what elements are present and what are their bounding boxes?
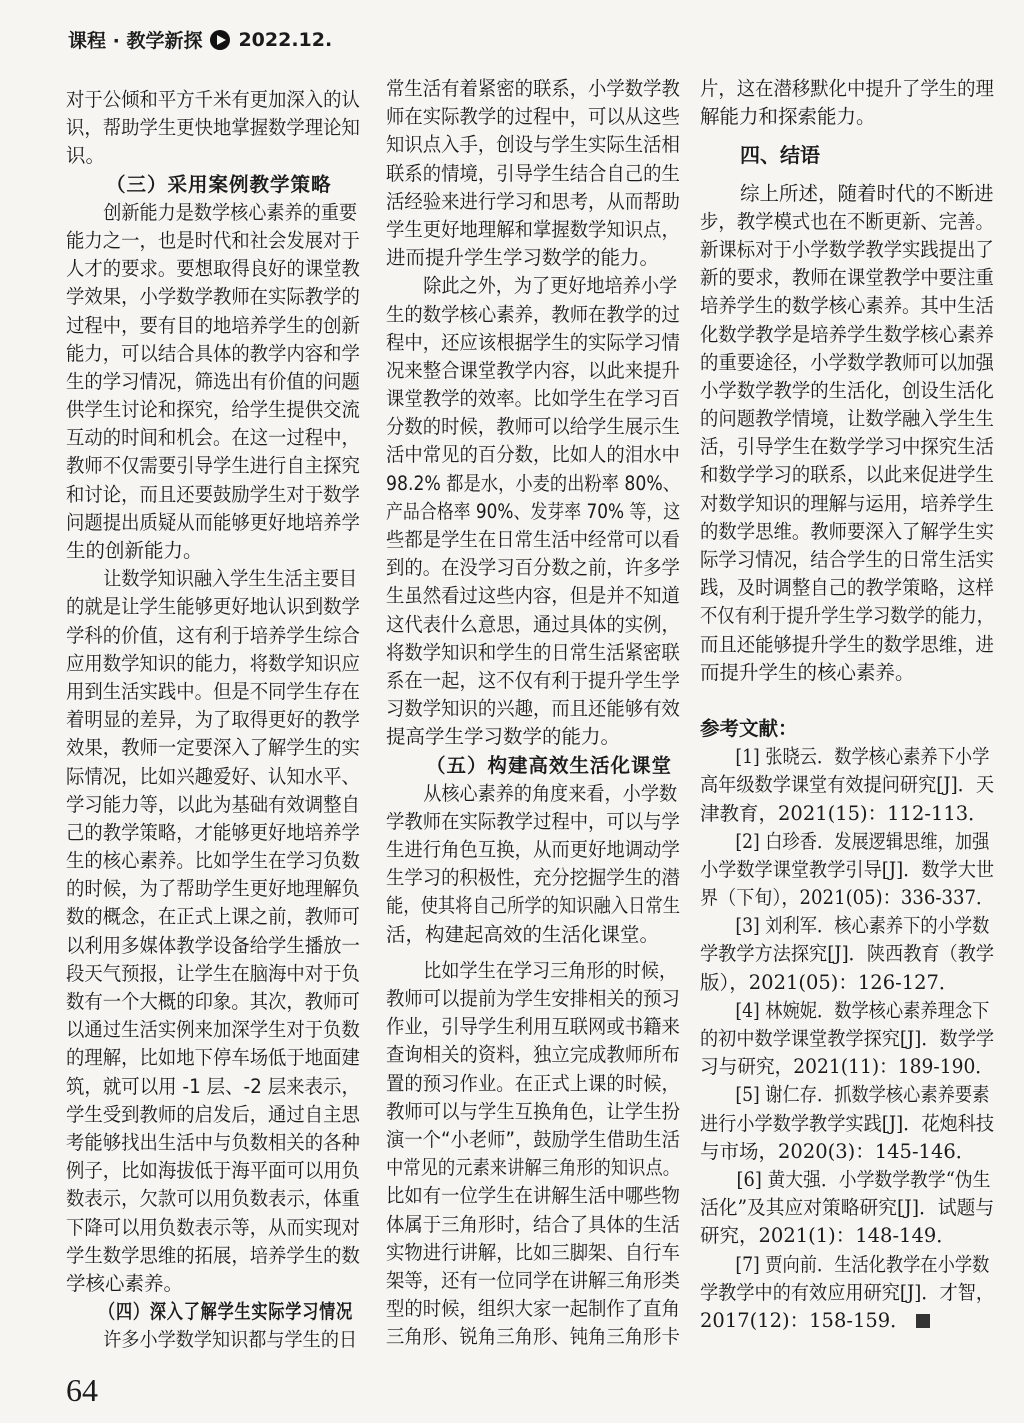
line-text: 对于公倾和平方千米有更加深入的认: [66, 88, 360, 111]
line-text: 界（下旬），2021(05)：336-337．: [700, 886, 995, 910]
line-text: 课堂教学的效率。比如学生在学习百: [386, 387, 680, 411]
line-text: 学核心素养。: [66, 1271, 184, 1295]
line-text: 践，及时调整自己的教学策略，这样: [700, 576, 994, 600]
text-line: [700, 264, 994, 292]
text-line: [66, 988, 360, 1016]
text-line: [66, 819, 360, 847]
line-text: 新课标对于小学数学教学实践提出了: [700, 237, 994, 261]
text-line: [700, 433, 994, 461]
line-text: 知识点入手，创设与学生实际生活相: [386, 133, 680, 157]
line-text: 生的学习情况，筛选出有价值的问题: [66, 369, 360, 393]
line-text: 以利用多媒体教学设备给学生播放一: [66, 933, 360, 957]
text-line: [386, 526, 680, 554]
text-line: [386, 1126, 680, 1154]
text-line: [386, 723, 680, 751]
line-text: 参考文献：: [700, 716, 798, 740]
line-text: 系在一起，这不仅有利于提升学生学: [386, 668, 680, 692]
line-text: 考能够找出生活中与负数相关的各种: [66, 1130, 360, 1154]
line-text: 中常见的元素来讲解三角形的知识点。: [386, 1156, 681, 1180]
text-line: [66, 706, 360, 734]
text-line: [66, 1016, 360, 1044]
reference-line: [700, 1194, 995, 1222]
line-text: [3] 刘利军．核心素养下的小学数: [735, 914, 990, 938]
line-text: 效果，教师一定要深入了解学生的实: [66, 736, 360, 760]
reference-line: [700, 1307, 994, 1335]
line-text: （三）采用案例教学策略: [106, 172, 332, 196]
reference-line: [700, 1222, 994, 1250]
line-text: 教师可以提前为学生安排相关的预习: [386, 987, 680, 1010]
line-text: 师在实际教学的过程中，可以从这些: [386, 105, 680, 129]
text-line: [386, 103, 680, 131]
line-text: 以通过生活实例来加深学生对于负数: [66, 1018, 360, 1042]
line-text: 用到生活实践中。但是不同学生存在: [66, 679, 360, 703]
line-text: 学生更好地理解和掌握数学知识点，: [386, 217, 680, 241]
line-text: 小学数学教学的生活化，创设生活化: [700, 378, 994, 402]
line-text: 比如学生在学习三角形的时候，: [423, 958, 678, 982]
line-text: 活化”及其应对策略研究[J]．试题与: [700, 1196, 995, 1220]
line-text: 活经验来进行学习和思考，从而帮助: [386, 189, 680, 213]
text-line: [66, 847, 360, 875]
line-text: 的理解，比如地下停车场低于地面建: [66, 1046, 360, 1070]
text-line: [386, 957, 678, 985]
references-heading: [700, 715, 994, 743]
text-line: [386, 413, 680, 441]
reference-line: [700, 997, 990, 1025]
line-text: 学效果，小学数学教师在实际教学的: [66, 285, 360, 309]
line-text: 四、结语: [740, 143, 820, 168]
text-line: [386, 1013, 680, 1041]
line-text: 联系的情境，引导学生结合自己的生: [386, 161, 680, 185]
line-text: 教师不仅需要引导学生进行自主探究: [66, 454, 360, 478]
text-line: [386, 808, 680, 836]
text-line: [66, 424, 360, 452]
line-text: 查询相关的资料，独立完成教师所布: [386, 1043, 680, 1067]
line-text: 生的数学核心素养，教师在教学的过: [386, 302, 680, 326]
column-left: [66, 86, 360, 1354]
line-text: 和数学学习的联系，以此来促进学生: [700, 463, 994, 487]
line-text: 演一个“小老师”，鼓励学生借助生活: [386, 1127, 680, 1151]
text-line: [66, 340, 360, 368]
text-line: [386, 329, 680, 357]
text-line: [66, 903, 360, 931]
line-text: 体属于三角形时，结合了具体的生活: [386, 1212, 680, 1236]
line-text: 将数学知识和学生的日常生活紧密联: [386, 640, 680, 664]
line-text: 生的创新能力。: [66, 539, 203, 562]
text-line: [700, 405, 994, 433]
line-text: 过程中，要有目的地培养学生的创新: [66, 313, 360, 337]
line-text: 学科的价值，这有利于培养学生综合: [66, 623, 360, 647]
line-text: 学生受到教师的启发后，通过自主思: [66, 1102, 360, 1126]
line-text: 学教师在实际教学过程中，可以与学: [386, 809, 680, 833]
line-text: 习与研究，2021(11)：189-190．: [700, 1055, 994, 1079]
line-text: 架等，还有一位同学在讲解三角形类: [386, 1268, 680, 1292]
text-line: [386, 160, 680, 188]
line-text: 学生数学思维的拓展，培养学生的数: [66, 1243, 360, 1267]
line-text: 识。: [66, 144, 106, 168]
line-text: 提高学生学习数学的能力。: [386, 725, 621, 749]
text-line: [386, 1098, 680, 1126]
text-line: [386, 1182, 680, 1210]
text-line: [700, 377, 994, 405]
text-line: [386, 695, 680, 723]
text-line: [386, 441, 680, 469]
text-line: [66, 593, 360, 621]
text-line: [700, 75, 994, 103]
line-text: 况来整合课堂教学内容，以此来提升: [386, 358, 680, 382]
text-line: [386, 892, 681, 920]
line-text: 高年级数学课堂有效提问研究[J]．天: [700, 773, 995, 797]
line-text: 综上所述，随着时代的不断进: [740, 181, 994, 205]
text-line: [66, 1214, 360, 1242]
line-text: （四）深入了解学生实际学习情况: [99, 1300, 354, 1324]
line-text: 的时候，为了帮助学生更好地理解负: [66, 877, 360, 901]
reference-line: [700, 1251, 990, 1279]
text-line: [700, 518, 994, 546]
text-line: [700, 208, 994, 236]
line-text: 进行小学数学教学实践[J]．花炮科技: [700, 1111, 995, 1135]
line-text: 置的预习作业。在正式上课的时候，: [386, 1071, 680, 1095]
reference-line: [700, 1279, 995, 1307]
line-text: 到的。在没学习百分数之前，许多学: [386, 556, 680, 580]
text-line: [66, 1242, 360, 1270]
text-line: [66, 199, 358, 227]
line-text: 步，教学模式也在不断更新、完善。: [700, 209, 994, 233]
text-line: [66, 1129, 360, 1157]
text-line: [386, 470, 680, 498]
text-line: [66, 650, 360, 678]
line-text: 生虽然看过这些内容，但是并不知道: [386, 584, 680, 608]
text-line: [386, 836, 680, 864]
line-text: 的初中数学课堂教学探究[J]．数学学: [700, 1027, 995, 1050]
text-line: [386, 780, 678, 808]
text-line: [66, 396, 360, 424]
reference-line: [700, 1138, 994, 1166]
text-line: [66, 565, 358, 593]
text-line: [386, 985, 680, 1013]
text-line: [386, 75, 680, 103]
reference-line: [700, 912, 990, 940]
text-line: [66, 622, 360, 650]
line-text: [4] 林婉妮．数学核心素养理念下: [735, 998, 990, 1022]
line-text: 应用数学知识的能力，将数学知识应: [66, 651, 360, 675]
line-text: 让数学知识融入学生生活主要目: [103, 567, 358, 591]
line-text: 际学习情况，结合学生的日常生活实: [700, 548, 994, 571]
reference-line: [700, 800, 994, 828]
text-line: [386, 1041, 680, 1069]
line-text: 分数的时候，教师可以给学生展示生: [386, 415, 680, 439]
line-text: 从核心素养的角度来看，小学数: [423, 781, 678, 805]
line-text: 产品合格率 90%、发芽率 70% 等，这: [386, 499, 681, 523]
line-text: 能，使其将自己所学的知识融入日常生: [386, 894, 681, 918]
page-number: 64: [66, 1372, 98, 1408]
line-text: 活中常见的百分数，比如人的泪水中: [386, 443, 680, 467]
line-text: 新的要求，教师在课堂教学中要注重: [700, 266, 994, 290]
text-line: [386, 216, 680, 244]
line-text: 的就是让学生能够更好地认识到数学: [66, 595, 360, 619]
text-line: [700, 602, 995, 630]
reference-line: [700, 856, 995, 884]
text-line: [386, 498, 681, 526]
text-line: [386, 639, 680, 667]
reference-line: [700, 1166, 991, 1194]
text-line: [386, 1267, 680, 1295]
line-text: 和讨论，而且还要鼓励学生对于数学: [66, 482, 360, 506]
line-text: 生的核心素养。比如学生在学习负数: [66, 849, 360, 873]
text-line: [66, 1044, 360, 1072]
text-line: [66, 255, 360, 283]
text-line: [700, 321, 994, 349]
line-text: 三角形、锐角三角形、钝角三角形卡: [386, 1325, 680, 1349]
text-line: [386, 921, 680, 949]
line-text: 常生活有着紧密的联系，小学数学教: [386, 77, 680, 100]
line-text: [5] 谢仁存．抓数学核心素养要素: [735, 1083, 990, 1107]
text-line: [700, 574, 994, 602]
text-line: [700, 103, 994, 131]
line-text: [7] 贾向前．生活化教学在小学数: [735, 1252, 990, 1276]
line-text: 而提升学生的核心素养。: [700, 660, 915, 684]
line-text: 教师可以与学生互换角色，让学生扮: [386, 1099, 680, 1123]
line-text: 小学数学课堂教学引导[J]．数学大世: [700, 857, 995, 881]
text-line: [700, 180, 994, 208]
text-line: [386, 385, 680, 413]
reference-line: [700, 940, 995, 968]
issue-date: 2022.12.: [238, 28, 333, 51]
text-line: [386, 1211, 680, 1239]
line-text: 的数学思维。教师要深入了解学生实: [700, 519, 994, 543]
line-text: 际情况，比如兴趣爱好、认知水平、: [66, 764, 360, 788]
section-heading: [66, 171, 360, 199]
text-line: [386, 357, 680, 385]
play-circle-icon: [210, 30, 230, 50]
text-line: [66, 875, 360, 903]
line-text: 程中，还应该根据学生的实际学习情: [386, 330, 680, 354]
text-line: [66, 86, 360, 114]
line-text: 学教学中的有效应用研究[J]．才智，: [700, 1280, 995, 1304]
text-line: [386, 611, 680, 639]
line-text: 的问题教学情境，让数学融入学生生: [700, 407, 994, 431]
end-mark-icon: [916, 1314, 930, 1328]
line-text: 数有一个大概的印象。其次，教师可: [66, 990, 360, 1013]
line-text: 除此之外，为了更好地培养小学: [423, 274, 678, 298]
text-line: [66, 932, 360, 960]
line-text: 研究，2021(1)：148-149．: [700, 1224, 956, 1248]
text-line: [66, 678, 360, 706]
line-text: 而且还能够提升学生的数学思维，进: [700, 632, 994, 656]
text-line: [386, 864, 680, 892]
text-line: [386, 1154, 681, 1182]
text-line: [700, 349, 994, 377]
text-line: [700, 546, 994, 574]
text-line: [66, 509, 360, 537]
text-line: [66, 1157, 360, 1185]
line-text: 问题提出质疑从而能够更好地培养学: [66, 510, 360, 534]
line-text: 2017(12)：158-159．: [700, 1308, 910, 1332]
line-text: 段天气预报，让学生在脑海中对于负: [66, 961, 360, 985]
text-line: [386, 582, 680, 610]
text-line: [66, 1073, 360, 1101]
line-text: 津教育，2021(15)：112-113．: [700, 801, 988, 825]
text-line: [66, 763, 360, 791]
text-line: [66, 227, 360, 255]
line-text: 许多小学数学知识都与学生的日: [103, 1328, 358, 1352]
line-text: 这代表什么意思，通过具体的实例，: [386, 612, 680, 636]
line-text: 解能力和探索能力。: [700, 105, 876, 129]
line-text: 筑，就可以用 -1 层、-2 层来表示，: [66, 1074, 360, 1098]
text-line: [700, 490, 994, 518]
line-text: 互动的时间和机会。在这一过程中，: [66, 426, 360, 450]
line-text: [2] 白珍香．发展逻辑思维，加强: [735, 829, 990, 853]
reference-line: [700, 884, 995, 912]
line-text: 识，帮助学生更快地掌握数学理论知: [66, 116, 360, 140]
line-text: 活，引导学生在数学学习中探究生活: [700, 435, 994, 459]
line-text: 的重要途径，小学数学教师可以加强: [700, 350, 994, 374]
text-line: [66, 312, 360, 340]
text-line: [66, 368, 360, 396]
line-text: 创新能力是数学核心素养的重要: [103, 200, 358, 224]
line-text: 学教学方法探究[J]．陕西教育（教学: [700, 942, 995, 966]
line-text: 不仅有利于提升学生学习数学的能力，: [700, 604, 995, 628]
text-line: [386, 131, 680, 159]
text-line: [66, 1326, 358, 1354]
line-text: 些都是学生在日常生活中经常可以看: [386, 528, 680, 551]
text-line: [66, 1185, 360, 1213]
text-line: [700, 461, 994, 489]
line-text: 98.2% 都是水，小麦的出粉率 80%、: [386, 471, 680, 495]
line-text: 例子，比如海拔低于海平面可以用负: [66, 1159, 360, 1183]
line-text: 型的时候，组织大家一起制作了直角: [386, 1297, 680, 1321]
text-line: [700, 631, 994, 659]
line-text: 学习能力等，以此为基础有效调整自: [66, 792, 360, 816]
line-text: 习数学知识的兴趣，而且还能够有效: [386, 697, 680, 721]
text-line: [386, 301, 680, 329]
text-line: [700, 659, 994, 687]
line-text: 生进行角色互换，从而更好地调动学: [386, 838, 680, 862]
line-text: 数的概念，在正式上课之前，教师可: [66, 905, 360, 929]
line-text: （五）构建高效生活化课堂: [426, 753, 673, 777]
line-text: 己的教学策略，才能够更好地培养学: [66, 820, 360, 844]
text-line: [386, 188, 680, 216]
reference-line: [700, 1081, 990, 1109]
text-line: [66, 734, 360, 762]
text-line: [386, 1295, 680, 1323]
text-line: [66, 791, 360, 819]
text-line: [66, 114, 360, 142]
section-heading: [386, 752, 680, 780]
reference-line: [700, 969, 994, 997]
text-line: [386, 244, 680, 272]
line-text: [6] 黄大强．小学数学教学“伪生: [736, 1167, 991, 1191]
journal-section-title: 课程 · 教学新探: [68, 30, 203, 52]
line-text: 能力，可以结合具体的教学内容和学: [66, 341, 360, 365]
text-line: [700, 292, 994, 320]
text-line: [66, 142, 360, 170]
line-text: 化数学教学是培养学生数学核心素养: [700, 322, 994, 346]
text-line: [386, 1239, 680, 1267]
line-text: 实物进行讲解，比如三脚架、自行车: [386, 1240, 680, 1264]
line-text: 能力之一，也是时代和社会发展对于: [66, 228, 360, 252]
line-text: 培养学生的数学核心素养。其中生活: [700, 294, 994, 318]
text-line: [66, 481, 360, 509]
text-line: [386, 1070, 680, 1098]
column-middle: [386, 75, 680, 1351]
line-text: 下降可以用负数表示等，从而实现对: [66, 1215, 360, 1239]
reference-line: [700, 828, 990, 856]
reference-line: [700, 1025, 995, 1053]
line-text: 数表示，欠款可以用负数表示，体重: [66, 1187, 360, 1211]
running-header: [68, 26, 332, 53]
text-line: [66, 1101, 360, 1129]
line-text: [1] 张晓云．数学核心素养下小学: [735, 745, 990, 769]
text-line: [66, 283, 360, 311]
section-heading: [700, 141, 994, 169]
text-line: [386, 667, 680, 695]
text-line: [66, 452, 360, 480]
text-line: [386, 272, 678, 300]
line-text: 生学习的积极性，充分挖掘学生的潜: [386, 866, 680, 890]
line-text: 对数学知识的理解与运用，培养学生: [700, 491, 994, 515]
text-line: [66, 960, 360, 988]
reference-line: [700, 743, 990, 771]
line-text: 比如有一位学生在讲解生活中哪些物: [386, 1184, 680, 1208]
line-text: 与市场，2020(3)：145-146．: [700, 1139, 976, 1163]
line-text: 作业，引导学生利用互联网或书籍来: [386, 1015, 680, 1039]
text-line: [700, 236, 994, 264]
text-line: [386, 554, 680, 582]
text-line: [66, 1270, 360, 1298]
line-text: 进而提升学生学习数学的能力。: [386, 246, 660, 270]
section-heading: [66, 1298, 354, 1326]
column-right: [700, 75, 994, 1335]
line-text: 片，这在潜移默化中提升了学生的理: [700, 77, 994, 100]
line-text: 版），2021(05)：126-127．: [700, 970, 959, 994]
line-text: 着明显的差异，为了取得更好的教学: [66, 708, 360, 732]
text-line: [66, 537, 360, 565]
reference-line: [700, 1110, 995, 1138]
line-text: 人才的要求。要想取得良好的课堂教: [66, 257, 360, 281]
line-text: 供学生讨论和探究，给学生提供交流: [66, 398, 360, 422]
reference-line: [700, 771, 995, 799]
line-text: 活，构建起高效的生活化课堂。: [386, 922, 660, 946]
text-line: [386, 1323, 680, 1351]
reference-line: [700, 1053, 994, 1081]
